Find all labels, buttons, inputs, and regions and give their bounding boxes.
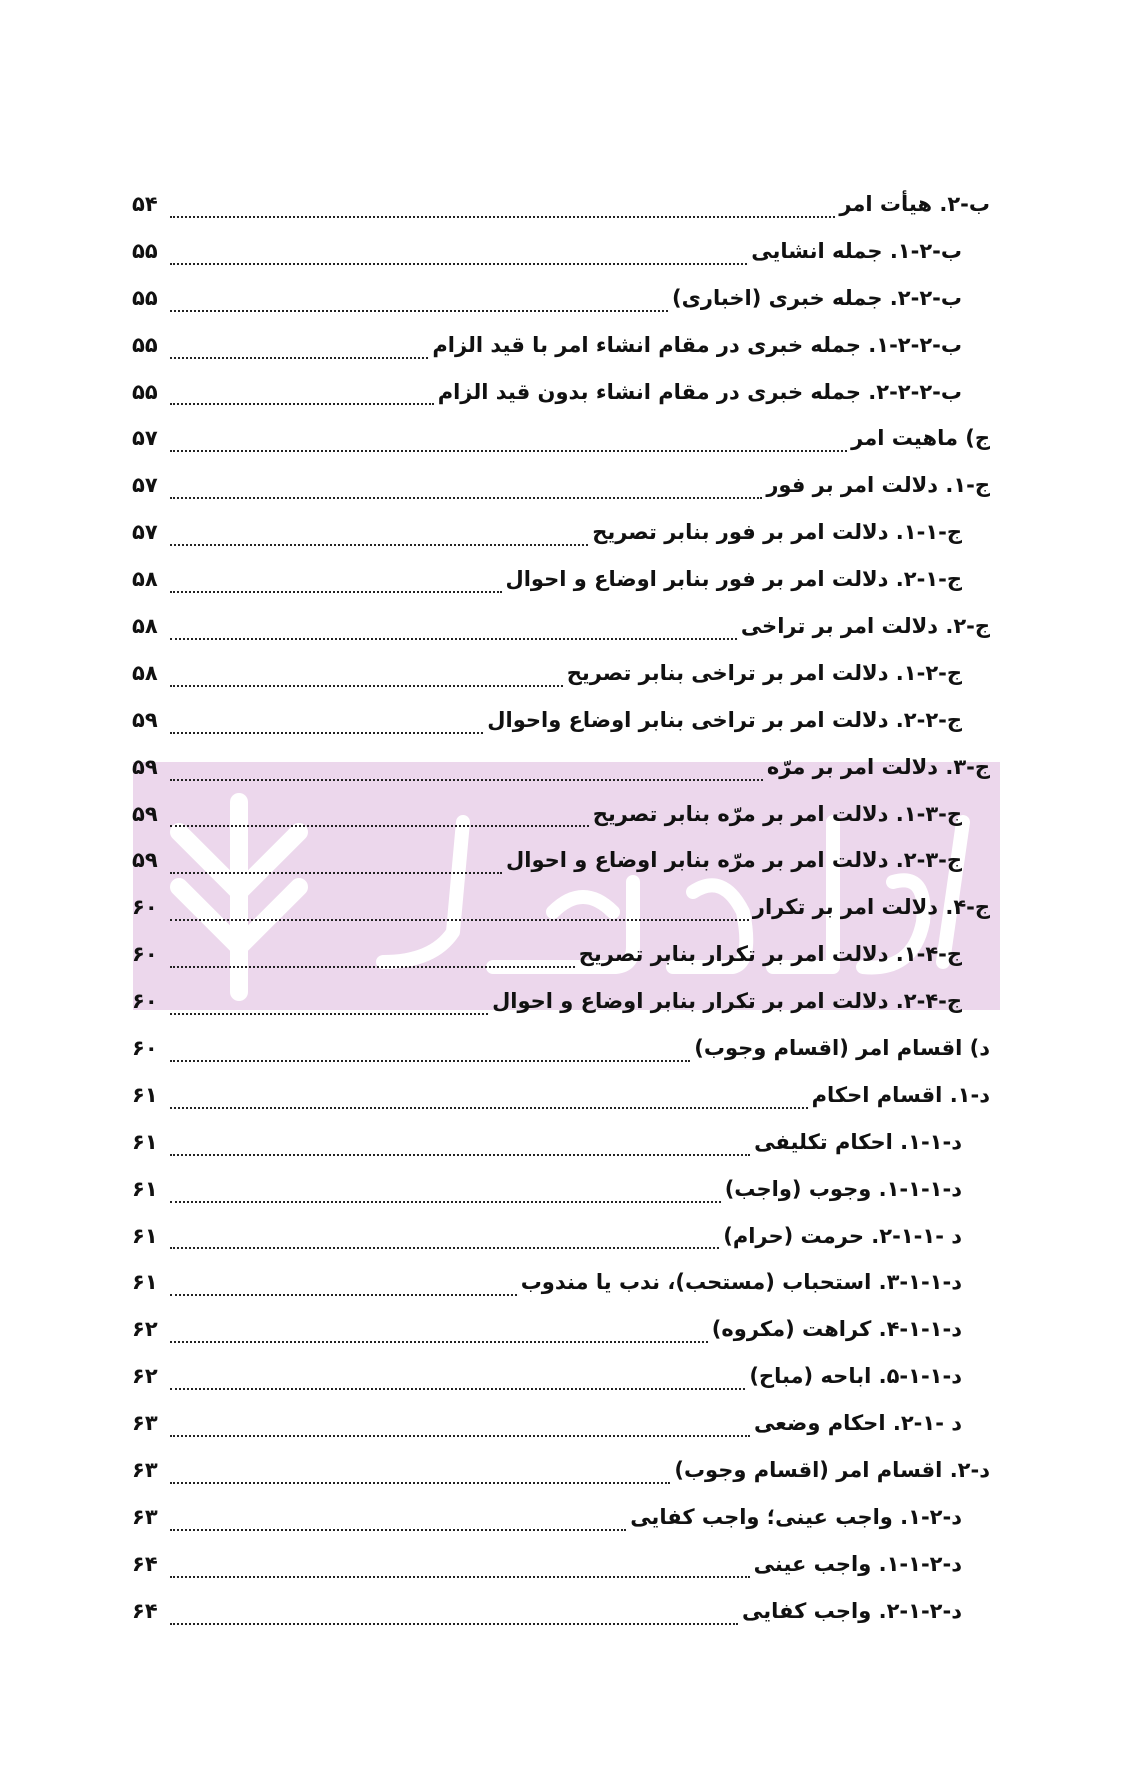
toc-entry-title: ج-۳-۲. دلالت امر بر مرّه بنابر اوضاع و احوال	[506, 848, 962, 873]
toc-entry-page-number: ۶۴	[132, 1598, 158, 1623]
toc-entry-page-number: ۶۳	[132, 1504, 158, 1529]
dot-leader	[170, 1623, 738, 1625]
toc-entry-page-number: ۶۱	[132, 1129, 158, 1154]
toc-entry	[132, 1119, 990, 1166]
toc-entry-title: د) اقسام امر (اقسام وجوب)	[694, 1035, 990, 1060]
toc-entry-title: ج-۲. دلالت امر بر تراخی	[740, 613, 990, 638]
toc-entry-page-number: ۶۱	[132, 1223, 158, 1248]
toc-entry-title: ج-۴-۲. دلالت امر بر تکرار بنابر اوضاع و احوال	[492, 989, 962, 1014]
toc-entry	[132, 1588, 990, 1635]
dot-leader	[170, 1247, 719, 1249]
toc-entry-page-number: ۵۴	[132, 191, 158, 216]
toc-entry-page-number: ۶۰	[132, 1035, 158, 1060]
toc-entry-title: د-۱-۱. احکام تکلیفی	[754, 1129, 962, 1154]
dot-leader	[170, 1435, 750, 1437]
dot-leader	[170, 216, 835, 218]
dot-leader	[170, 919, 749, 921]
toc-entry	[132, 978, 990, 1025]
dot-leader	[170, 732, 483, 734]
toc-entry-page-number: ۶۱	[132, 1176, 158, 1201]
dot-leader	[170, 638, 737, 640]
toc-entry-page-number: ۵۷	[132, 473, 158, 498]
toc-entry-title: ج-۴-۱. دلالت امر بر تکرار بنابر تصریح	[578, 942, 962, 967]
toc-entry-page-number: ۵۸	[132, 613, 158, 638]
toc-entry-title: د-۱. اقسام احکام	[811, 1082, 990, 1107]
toc-entry	[132, 884, 990, 931]
toc-entry-page-number: ۵۹	[132, 848, 158, 873]
toc-entry-page-number: ۵۵	[132, 332, 158, 357]
toc-entry	[132, 791, 990, 838]
toc-entry-title: ب-۲. هیأت امر	[839, 191, 990, 216]
dot-leader	[170, 450, 847, 452]
toc-entry-title: د-۱-۱-۳. استحباب (مستحب)، ندب یا مندوب	[520, 1270, 962, 1295]
dot-leader	[170, 1482, 670, 1484]
toc-entry-title: د-۲-۱. واجب عینی؛ واجب کفایی	[630, 1504, 962, 1529]
toc-entry-title: ج-۴. دلالت امر بر تکرار	[752, 895, 990, 920]
toc-entry-page-number: ۵۷	[132, 520, 158, 545]
toc-entry-page-number: ۵۸	[132, 567, 158, 592]
toc-entry-title: د -۱-۱-۲. حرمت (حرام)	[723, 1223, 962, 1248]
toc-entry-page-number: ۶۰	[132, 942, 158, 967]
toc-entry-title: ج-۳-۱. دلالت امر بر مرّه بنابر تصریح	[592, 801, 962, 826]
toc-entry	[132, 1213, 990, 1260]
toc-entry-page-number: ۶۳	[132, 1457, 158, 1482]
toc-entry-page-number: ۵۹	[132, 707, 158, 732]
dot-leader	[170, 1576, 750, 1578]
toc-entry-page-number: ۵۹	[132, 801, 158, 826]
toc-entry	[132, 1306, 990, 1353]
toc-entry	[132, 1494, 990, 1541]
dot-leader	[170, 1201, 721, 1203]
dot-leader	[170, 263, 747, 265]
toc-entry-title: ج-۲-۲. دلالت امر بر تراخی بنابر اوضاع واحوال	[487, 707, 962, 732]
toc-entry	[132, 1259, 990, 1306]
toc-entry	[132, 181, 990, 228]
toc-entry-page-number: ۵۷	[132, 426, 158, 451]
toc-entry	[132, 1400, 990, 1447]
toc-entry-title: ج-۳. دلالت امر بر مرّه	[766, 754, 990, 779]
dot-leader	[170, 403, 434, 405]
toc-entry	[132, 744, 990, 791]
toc-entry-title: ب-۲-۲. جمله خبری (اخباری)	[672, 285, 962, 310]
toc-entry-title: د-۱-۱-۴. کراهت (مکروه)	[711, 1317, 962, 1342]
toc-entry-page-number: ۵۸	[132, 660, 158, 685]
toc-entry	[132, 275, 990, 322]
dot-leader	[170, 1060, 690, 1062]
toc-entry	[132, 931, 990, 978]
toc-entry-title: ج-۱. دلالت امر بر فور	[766, 473, 990, 498]
toc-entry-page-number: ۶۲	[132, 1364, 158, 1389]
toc-entry-title: ج-۱-۲. دلالت امر بر فور بنابر اوضاع و احوال	[505, 567, 962, 592]
toc-entry	[132, 1166, 990, 1213]
toc-entry-page-number: ۵۹	[132, 754, 158, 779]
toc-entry-page-number: ۶۰	[132, 989, 158, 1014]
toc-entry-page-number: ۶۴	[132, 1551, 158, 1576]
toc-entry-title: ج-۱-۱. دلالت امر بر فور بنابر تصریح	[592, 520, 962, 545]
toc-entry-page-number: ۶۱	[132, 1270, 158, 1295]
dot-leader	[170, 1388, 745, 1390]
toc-entry	[132, 1541, 990, 1588]
toc-entry-title: ب-۲-۲-۱. جمله خبری در مقام انشاء امر با قید الزام	[432, 332, 962, 357]
toc-entry	[132, 837, 990, 884]
toc-entry-title: ج-۲-۱. دلالت امر بر تراخی بنابر تصریح	[566, 660, 962, 685]
toc-entry	[132, 697, 990, 744]
toc-entry	[132, 603, 990, 650]
dot-leader	[170, 591, 502, 593]
toc-entry	[132, 369, 990, 416]
toc-entry-page-number: ۶۱	[132, 1082, 158, 1107]
toc-entry	[132, 322, 990, 369]
toc-entry-page-number: ۶۳	[132, 1411, 158, 1436]
toc-entry-page-number: ۵۵	[132, 285, 158, 310]
toc-entry-page-number: ۶۰	[132, 895, 158, 920]
dot-leader	[170, 872, 502, 874]
dot-leader	[170, 966, 575, 968]
dot-leader	[170, 1529, 626, 1531]
dot-leader	[170, 779, 763, 781]
dot-leader	[170, 1341, 708, 1343]
toc-entry-title: د-۱-۱-۵. اباحه (مباح)	[749, 1364, 962, 1389]
dot-leader	[170, 357, 428, 359]
toc-entry	[132, 1072, 990, 1119]
toc-entry	[132, 415, 990, 462]
dot-leader	[170, 497, 762, 499]
toc-entry-page-number: ۵۵	[132, 379, 158, 404]
toc-entry	[132, 1025, 990, 1072]
toc-entry	[132, 556, 990, 603]
dot-leader	[170, 1154, 750, 1156]
dot-leader	[170, 1013, 488, 1015]
dot-leader	[170, 1294, 517, 1296]
toc-entry	[132, 228, 990, 275]
toc-entry	[132, 509, 990, 556]
toc-entry	[132, 650, 990, 697]
dot-leader	[170, 310, 668, 312]
toc-entry	[132, 1447, 990, 1494]
dot-leader	[170, 544, 588, 546]
toc-entry-title: د -۱-۲. احکام وضعی	[753, 1411, 962, 1436]
toc-entry-title: د-۲-۱-۱. واجب عینی	[753, 1551, 962, 1576]
toc-entry	[132, 462, 990, 509]
toc-entry-page-number: ۵۵	[132, 238, 158, 263]
toc-entry-title: د-۲-۱-۲. واجب کفایی	[742, 1598, 962, 1623]
toc-entry-title: د-۲. اقسام امر (اقسام وجوب)	[674, 1457, 990, 1482]
toc-entry-page-number: ۶۲	[132, 1317, 158, 1342]
toc-entry-title: ج) ماهیت امر	[851, 426, 990, 451]
table-of-contents	[132, 181, 990, 1635]
dot-leader	[170, 685, 563, 687]
toc-entry	[132, 1353, 990, 1400]
toc-entry-title: ب-۲-۲-۲. جمله خبری در مقام انشاء بدون قید الزام	[437, 379, 962, 404]
dot-leader	[170, 1107, 808, 1109]
toc-entry-title: د-۱-۱-۱. وجوب (واجب)	[724, 1176, 962, 1201]
toc-entry-title: ب-۲-۱. جمله انشایی	[751, 238, 962, 263]
dot-leader	[170, 825, 589, 827]
